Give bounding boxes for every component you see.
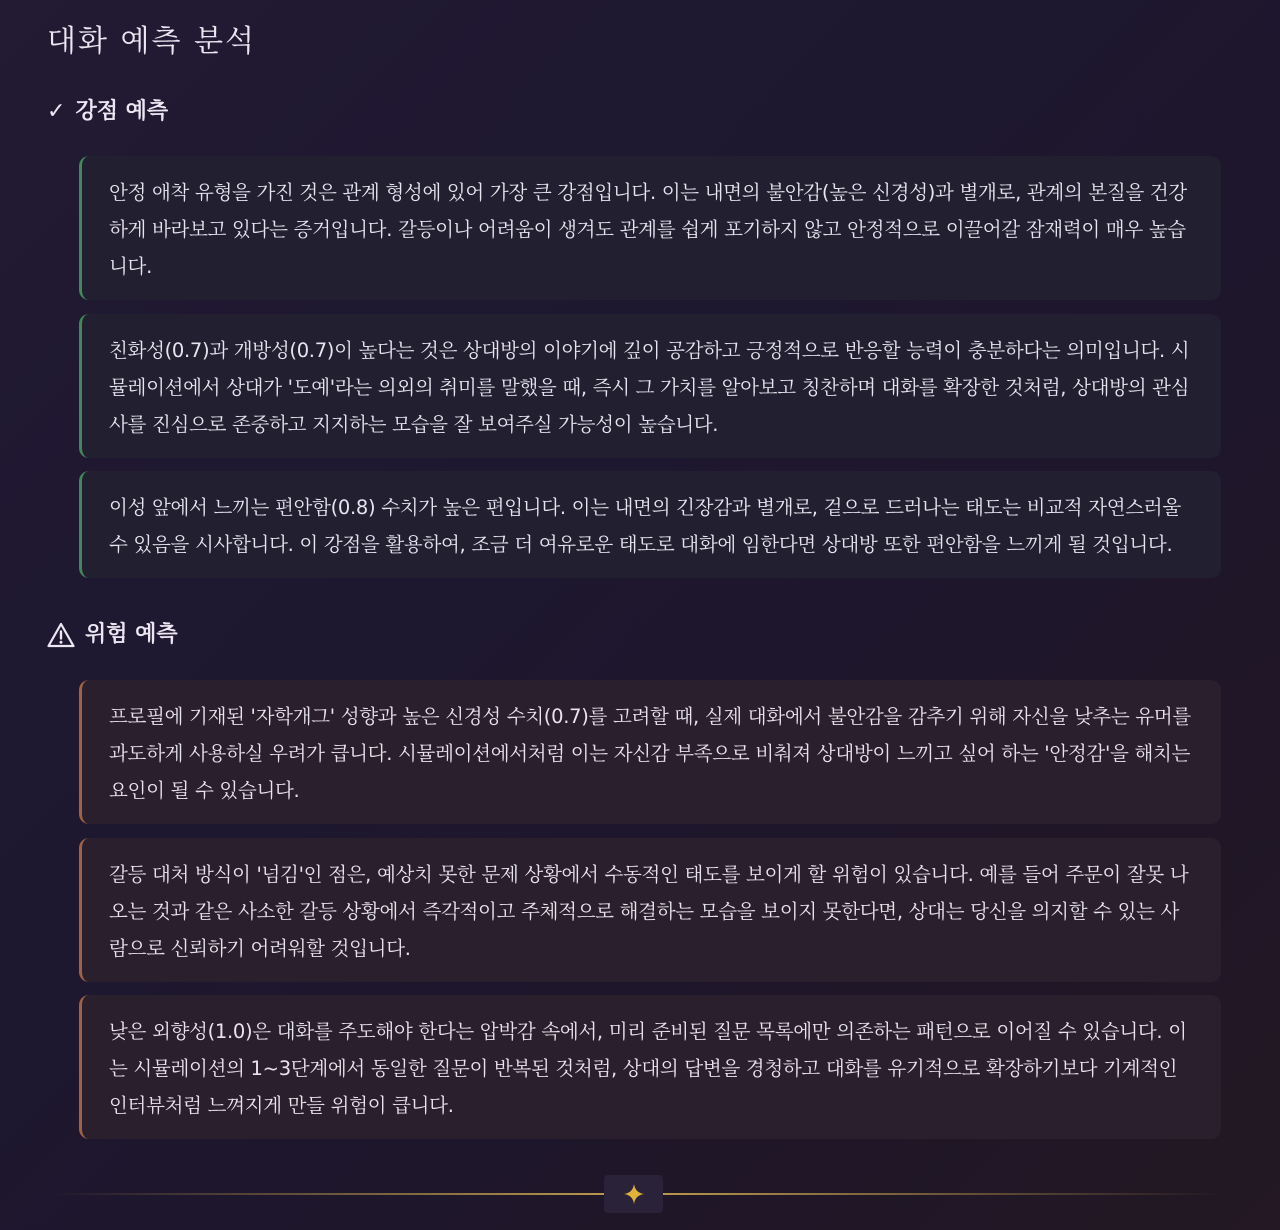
risk-card-text: 갈등 대처 방식이 '넘김'인 점은, 예상치 못한 문제 상황에서 수동적인 태도를 보이게 할 위험이 있습니다. 예를 들어 주문이 잘못 나오는 것과 같은 사소한 갈등 상황에서 즉각적이고 주체적으로 해결하는 모습을 보이지 못한다면, 상대는 당신을 의지할 수 있는 사람으로 신뢰하기 어려워할 것입니다.	[109, 863, 1189, 960]
strength-card	[79, 471, 1221, 578]
strength-card-text: 이성 앞에서 느끼는 편안함(0.8) 수치가 높은 편입니다. 이는 내면의 긴장감과 별개로, 겉으로 드러나는 태도는 비교적 자연스러울 수 있음을 시사합니다. 이 강점을 활용하여, 조금 더 여유로운 태도로 대화에 임한다면 상대방 또한 편안함을 느끼게 될 것입니다.	[109, 496, 1181, 556]
risk-card	[79, 680, 1221, 824]
strengths-heading-label: 강점 예측	[75, 99, 169, 124]
warning-icon	[47, 622, 75, 648]
risk-card-text: 낮은 외향성(1.0)은 대화를 주도해야 한다는 압박감 속에서, 미리 준비된 질문 목록에만 의존하는 패턴으로 이어질 수 있습니다. 이는 시뮬레이션의 1~3단계에서 동일한 질문이 반복된 것처럼, 상대의 답변을 경청하고 대화를 유기적으로 확장하기보다 기계적인 인터뷰처럼 느껴지게 만들 위험이 큽니다.	[109, 1020, 1187, 1117]
strengths-heading	[47, 97, 168, 127]
divider-line-left	[48, 1193, 604, 1195]
strength-card-text: 안정 애착 유형을 가진 것은 관계 형성에 있어 가장 큰 강점입니다. 이는 내면의 불안감(높은 신경성)과 별개로, 관계의 본질을 건강하게 바라보고 있다는 증거입니다. 갈등이나 어려움이 생겨도 관계를 쉽게 포기하지 않고 안정적으로 이끌어갈 잠재력이 매우 높습니다.	[109, 181, 1187, 278]
sparkle-icon	[623, 1183, 645, 1205]
divider-line-right	[663, 1193, 1223, 1195]
risks-heading	[47, 620, 178, 650]
divider-ornament	[604, 1175, 663, 1213]
strength-card	[79, 156, 1221, 300]
risk-card	[79, 995, 1221, 1139]
strength-card	[79, 314, 1221, 458]
risk-card-text: 프로필에 기재된 '자학개그' 성향과 높은 신경성 수치(0.7)를 고려할 때, 실제 대화에서 불안감을 감추기 위해 자신을 낮추는 유머를 과도하게 사용하실 우려가 큽니다. 시뮬레이션에서처럼 이는 자신감 부족으로 비춰져 상대방이 느끼고 싶어 하는 '안정감'을 해치는 요인이 될 수 있습니다.	[109, 705, 1191, 802]
check-icon: ✓	[47, 99, 66, 124]
page-title: 대화 예측 분석	[47, 24, 256, 59]
strength-card-text: 친화성(0.7)과 개방성(0.7)이 높다는 것은 상대방의 이야기에 깊이 공감하고 긍정적으로 반응할 능력이 충분하다는 의미입니다. 시뮬레이션에서 상대가 '도예'라는 의외의 취미를 말했을 때, 즉시 그 가치를 알아보고 칭찬하며 대화를 확장한 것처럼, 상대방의 관심사를 진심으로 존중하고 지지하는 모습을 잘 보여주실 가능성이 높습니다.	[109, 339, 1190, 436]
risks-heading-label: 위험 예측	[85, 622, 178, 647]
risk-card	[79, 838, 1221, 982]
